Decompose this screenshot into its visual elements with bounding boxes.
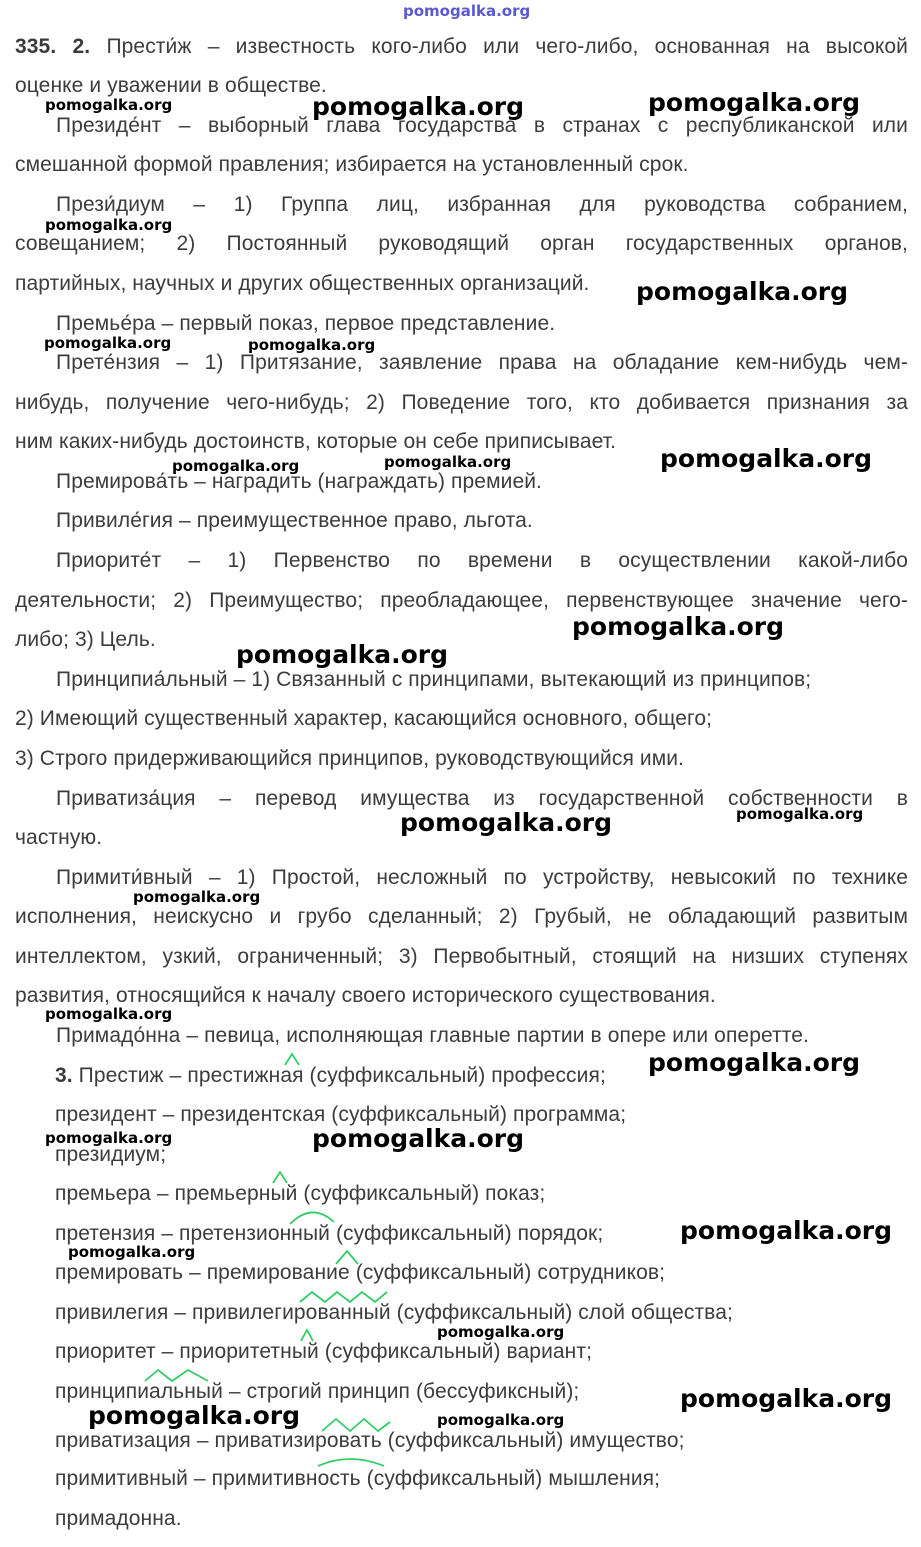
text-line: приоритет – приоритетный (суффиксальный) вариант;	[55, 1340, 593, 1363]
text-line: приватизация – приватизировать (суффиксальный) имущество;	[55, 1429, 685, 1452]
text-line: нибудь, получение чего-нибудь; 2) Поведение того, кто добивается признания за	[15, 391, 908, 414]
watermark: pomogalka.org	[312, 92, 525, 121]
task-number: 335.	[15, 35, 57, 58]
text-line: Премирова́ть – наградить (награждать) премией.	[56, 470, 542, 493]
text-line: Принципиа́льный – 1) Связанный с принципами, вытекающий из принципов;	[56, 668, 812, 691]
text-line: премировать – премирование (суффиксальный) сотрудников;	[55, 1261, 666, 1284]
text-line: Премье́ра – первый показ, первое представление.	[56, 312, 556, 335]
watermark: pomogalka.org	[437, 1411, 565, 1429]
text-line: примадонна.	[55, 1507, 182, 1530]
text-line: совещанием; 2) Постоянный руководящий орган государственных органов,	[15, 232, 908, 255]
watermark: pomogalka.org	[648, 88, 861, 117]
text-line: либо; 3) Цель.	[15, 628, 156, 651]
text-line: принципиальный – строгий принцип (бессуфиксный);	[55, 1380, 580, 1403]
suffix-mark	[318, 1459, 384, 1466]
definition-text: Прести́ж – известность кого-либо или чего-либо, основанная на высокой	[106, 35, 908, 58]
watermark: pomogalka.org	[236, 640, 449, 669]
text-line: Примадо́нна – певица, исполняющая главные партии в опере или оперетте.	[56, 1024, 809, 1047]
watermark: pomogalka.org	[400, 808, 613, 837]
text-line: смешанной формой правления; избирается на установленный срок.	[15, 153, 689, 176]
text-line: интеллектом, узкий, ограниченный; 3) Первобытный, стоящий на низших ступенях	[15, 945, 908, 968]
text-line	[15, 34, 908, 60]
text-line: Прези́диум – 1) Группа лиц, избранная для руководства собранием,	[56, 193, 908, 216]
text-line: привилегия – привилегированный (суффиксальный) слой общества;	[55, 1301, 733, 1324]
watermark: pomogalka.org	[636, 277, 849, 306]
part-number: 2.	[72, 35, 91, 58]
text-line: Привиле́гия – преимущественное право, льгота.	[56, 509, 533, 532]
watermark: pomogalka.org	[572, 612, 785, 641]
watermark: pomogalka.org	[648, 1048, 861, 1077]
watermark: pomogalka.org	[172, 457, 300, 475]
text-line: Приорите́т – 1) Первенство по времени в осуществлении какой-либо	[56, 549, 908, 572]
watermark: pomogalka.org	[437, 1323, 565, 1341]
text-line: партийных, научных и других общественных организаций.	[15, 272, 590, 295]
text-line: развития, относящийся к началу своего исторического существования.	[15, 984, 716, 1007]
watermark: pomogalka.org	[384, 453, 512, 471]
text-line: претензия – претензионный (суффиксальный) порядок;	[55, 1222, 604, 1245]
watermark: pomogalka.org	[736, 805, 864, 823]
watermark: pomogalka.org	[660, 444, 873, 473]
watermark: pomogalka.org	[312, 1124, 525, 1153]
watermark: pomogalka.org	[88, 1401, 301, 1430]
text-line: 3) Строго придерживающийся принципов, руководствующийся ими.	[15, 747, 685, 770]
text-line: деятельности; 2) Преимущество; преобладающее, первенствующее значение чего-	[15, 589, 908, 612]
text-line: оценке и уважении в обществе.	[15, 74, 327, 97]
word-pair: Престиж – престижная (суффиксальный) профессия;	[78, 1064, 606, 1087]
text-line: президент – президентская (суффиксальный) программа;	[55, 1103, 627, 1126]
watermark: pomogalka.org	[680, 1216, 893, 1245]
watermark: pomogalka.org	[68, 1243, 196, 1261]
watermark: pomogalka.org	[248, 336, 376, 354]
text-line: исполнения, неискусно и грубо сделанный; 2) Грубый, не обладающий развитым	[15, 905, 908, 928]
watermark: pomogalka.org	[44, 334, 172, 352]
watermark: pomogalka.org	[45, 96, 173, 114]
text-line: Примити́вный – 1) Простой, несложный по устройству, невысокий по технике	[56, 866, 908, 889]
text-line: ним каких-нибудь достоинств, которые он себе приписывает.	[15, 430, 617, 453]
text-line: 2) Имеющий существенный характер, касающийся основного, общего;	[15, 707, 713, 730]
text-line: Президе́нт – выборный глава государства в странах с республиканской или	[56, 114, 908, 137]
watermark-top: pomogalka.org	[403, 2, 531, 20]
watermark: pomogalka.org	[45, 1129, 173, 1147]
watermark: pomogalka.org	[45, 216, 173, 234]
text-line: президиум;	[55, 1143, 167, 1166]
text-line: Прете́нзия – 1) Притязание, заявление права на обладание кем-нибудь чем-	[56, 351, 908, 374]
watermark: pomogalka.org	[45, 1005, 173, 1023]
watermark: pomogalka.org	[133, 888, 261, 906]
text-line: премьера – премьерный (суффиксальный) показ;	[55, 1182, 546, 1205]
text-line: частную.	[15, 826, 103, 849]
watermark: pomogalka.org	[680, 1384, 893, 1413]
text-line: Приватиза́ция – перевод имущества из государственной собственности в	[56, 787, 908, 810]
part-number: 3.	[55, 1064, 73, 1087]
text-line: примитивный – примитивность (суффиксальный) мышления;	[55, 1467, 661, 1490]
